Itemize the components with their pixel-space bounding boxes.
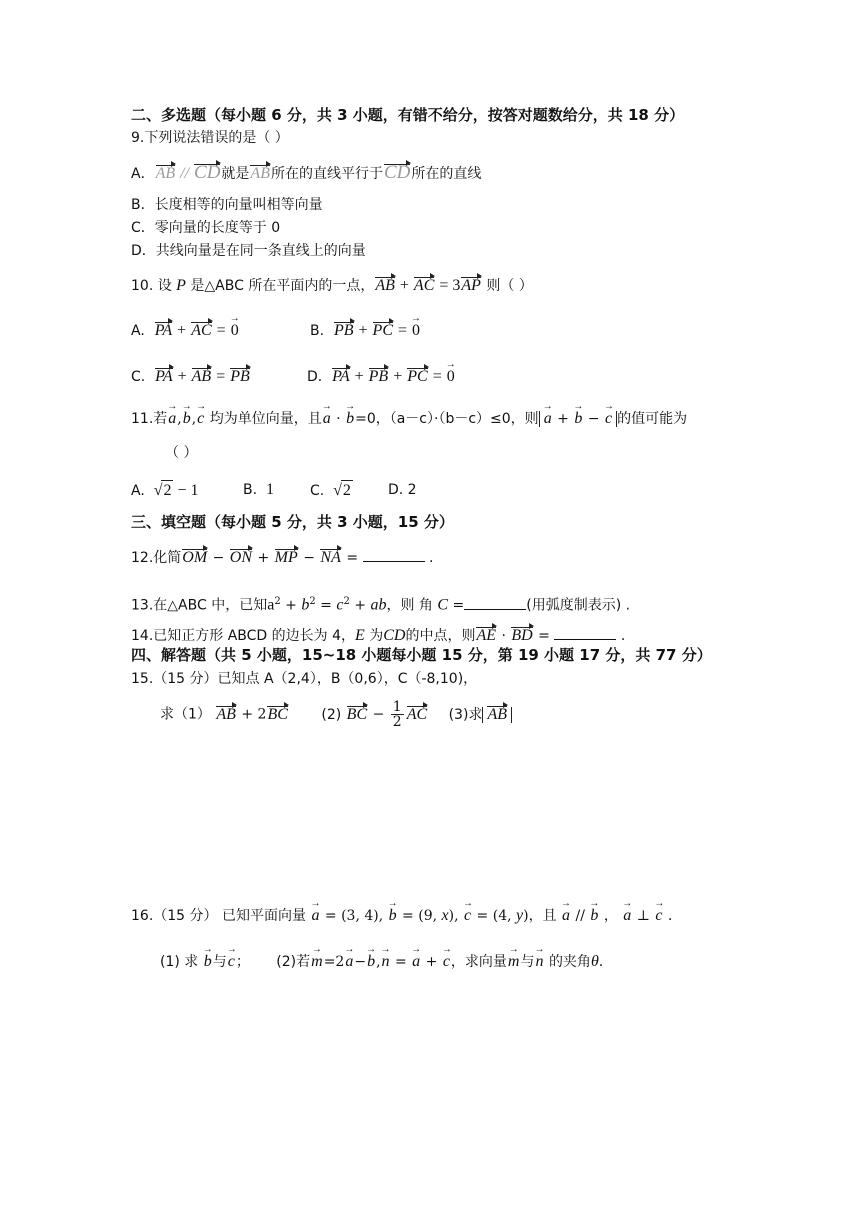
vector-cd-2: CD <box>383 162 411 183</box>
q11-paren: （ ） <box>165 445 198 461</box>
vector-ab-2: AB <box>250 165 270 182</box>
q15-parts: 求（1） AB + 2BC (2) BC − $\frac{1}{2}$ AC (3)求 AB <box>160 700 512 729</box>
section-3-heading: 三、填空题（每小题 5 分，共 3 小题，15 分） <box>131 513 454 531</box>
q10-option-d: D. PA + PB + PC = → 0 <box>307 367 456 387</box>
answer-blank[interactable] <box>363 547 425 562</box>
q10-stem: 10. 设 P 是△ABC 所在平面内的一点，AB + AC = 3AP 则（ ） <box>131 277 533 294</box>
q14-stem: 14.已知正方形 ABCD 的边长为 4，E 为CD的中点，则AE · BD = . <box>131 627 626 644</box>
q9-option-a: A．AB // CD就是AB所在的直线平行于CD所在的直线 <box>131 162 482 183</box>
q10-option-a: A. PA + AC = → 0 <box>131 321 240 341</box>
section-4-heading: 四、解答题（共 5 小题，15~18 小题每小题 15 分，第 19 小题 17 分，共 77 分） <box>131 646 712 664</box>
q10-option-c: C. PA + AB = PB <box>131 368 250 385</box>
answer-blank[interactable] <box>464 595 526 610</box>
q11-option-b: B. 1 <box>243 481 274 498</box>
q9-option-c: C．零向量的长度等于 0 <box>131 220 281 236</box>
q9-option-d: D．共线向量是在同一条直线上的向量 <box>131 243 366 259</box>
answer-blank[interactable] <box>554 625 616 640</box>
q11-stem: 11.若→ a,→ b,→ c 均为单位向量，且→ a · → b=0，（a－c）·（b－c）≤0，则→ a + → b − → c 的值可能为 <box>131 409 687 429</box>
q11-option-a: A. √2 − 1 <box>131 482 199 499</box>
q11-option-c: C. √2 <box>310 482 351 499</box>
q12-stem: 12.化简OM − ON + MP − NA = . <box>131 549 434 566</box>
q11-option-d: D. 2 <box>388 482 417 498</box>
q9-stem: 9.下列说法错误的是（ ） <box>131 130 289 146</box>
q16-parts: (1) 求 → b与→ c； (2)若→ m=2→ a−→ b,→ n = → a + → c，求向量→ m与→ n 的夹角θ. <box>160 952 603 972</box>
vector-ab: AB <box>155 165 176 182</box>
q13-stem: 13.在△ABC 中，已知$a^2 + b^2 = c^2$ + ab，则 角 C = (用弧度制表示) . <box>131 596 631 614</box>
q15-stem: 15.（15 分）已知点 A（2,4），B（0,6），C（-8,10)， <box>131 671 478 687</box>
section-2-heading: 二、多选题（每小题 6 分，共 3 小题，有错不给分，按答对题数给分，共 18 分） <box>131 106 685 124</box>
q9-a-label: A． <box>131 166 155 182</box>
vector-cd: CD <box>194 162 221 183</box>
q16-stem: 16.（15 分） 已知平面向量 → a = (3, 4), → b = (9, x), → c = (4, y)，且 → a // → b ， → a ⊥ → c . <box>131 906 672 926</box>
q9-option-b: B．长度相等的向量叫相等向量 <box>131 197 323 213</box>
q10-option-b: B. PB + PC = → 0 <box>310 321 421 341</box>
